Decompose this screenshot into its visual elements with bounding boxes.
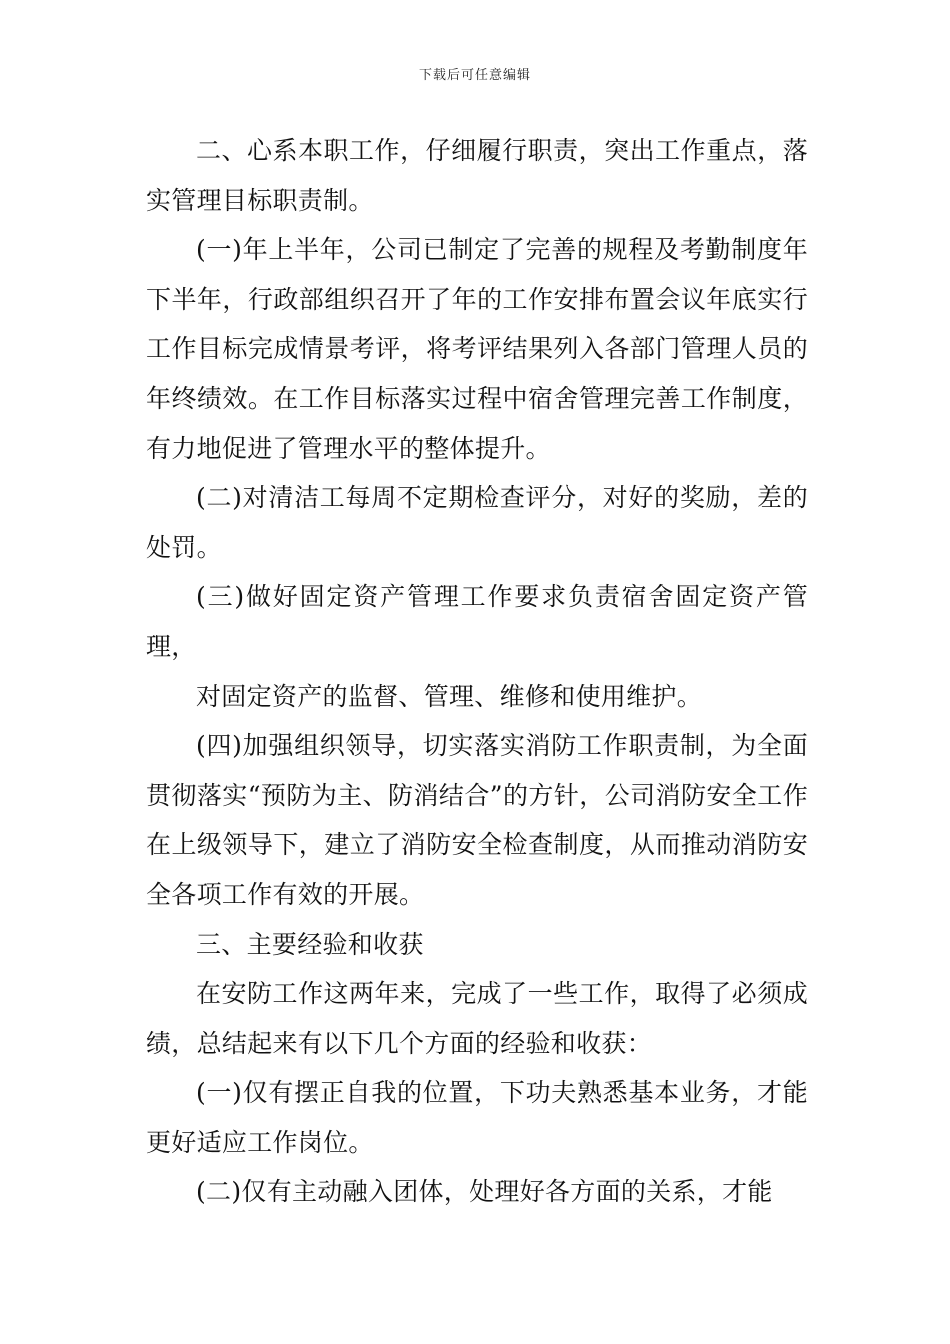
paragraph-item-2: (二)对清洁工每周不定期检查评分，对好的奖励，差的处罚。: [146, 483, 808, 562]
page-header: 下载后可任意编辑: [418, 68, 531, 83]
paragraph-section-three-heading: 三、主要经验和收获: [196, 929, 424, 959]
paragraph-section-two-heading: 二、心系本职工作，仔细履行职责，突出工作重点，落实管理目标职责制。: [146, 136, 808, 215]
paragraph-summary: 在安防工作这两年来，完成了一些工作，取得了必须成绩，总结起来有以下几个方面的经验和收获：: [146, 979, 808, 1058]
paragraph-lesson-2: (二)仅有主动融入团体，处理好各方面的关系，才能: [196, 1177, 773, 1207]
paragraph-item-1: (一)年上半年，公司已制定了完善的规程及考勤制度年下半年，行政部组织召开了年的工作安排布置会议年底实行工作目标完成情景考评，将考评结果列入各部门管理人员的年终绩效。在工作目标落实过程中宿舍管理完善工作制度，有力地促进了管理水平的整体提升。: [146, 235, 808, 463]
paragraph-item-3: (三)做好固定资产管理工作要求负责宿舍固定资产管理，: [146, 582, 808, 661]
document-body: [146, 126, 808, 1217]
paragraph-item-3-continued: 对固定资产的监督、管理、维修和使用维护。: [196, 681, 703, 711]
paragraph-lesson-1: (一)仅有摆正自我的位置，下功夫熟悉基本业务，才能更好适应工作岗位。: [146, 1078, 808, 1157]
paragraph-item-4: (四)加强组织领导，切实落实消防工作职责制，为全面贯彻落实“预防为主、防消结合”的方针，公司消防安全工作在上级领导下，建立了消防安全检查制度，从而推动消防安全各项工作有效的开展。: [146, 731, 808, 909]
